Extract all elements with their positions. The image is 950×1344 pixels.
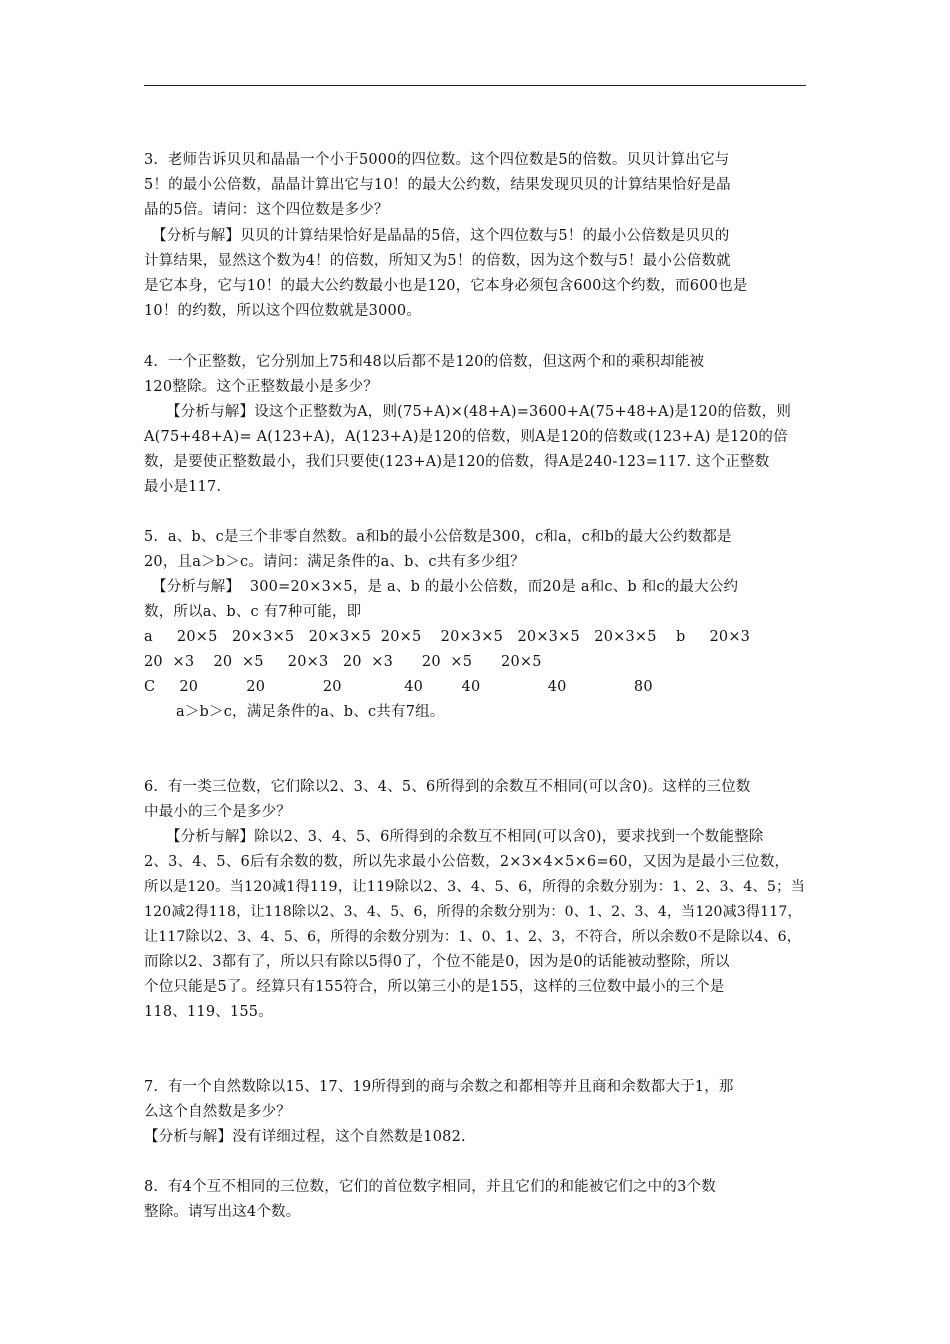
solution-6-line-5: 让117除以2、3、4、5、6，所得的余数分别为：1、0、1、2、3，不符合，所以余数0不是除以4、6， (144, 929, 801, 945)
problem-3-line-1: 3. 老师告诉贝贝和晶晶一个小于5000的四位数。这个四位数是5的倍数。贝贝计算出它与 (144, 152, 730, 168)
problem-5-line-1: 5. a、b、c是三个非零自然数。a和b的最小公倍数是300，c和a，c和b的最大公约数都是 (144, 529, 732, 545)
solution-6-line-8: 118、119、155。 (144, 1004, 273, 1020)
problem-6-line-2: 中最小的三个是多少？ (144, 804, 291, 820)
header-rule (144, 85, 806, 86)
solution-7-line-1: 【分析与解】没有详细过程，这个自然数是1082. (144, 1129, 466, 1145)
solution-4-line-1: 【分析与解】设这个正整数为A，则(75+A)×(48+A)=3600+A(75+48+A)是120的倍数，则 (166, 404, 792, 420)
solution-3-line-2: 计算结果，显然这个数为4！的倍数，所知又为5！的倍数，因为这个数与5！最小公倍数就 (144, 253, 731, 269)
problem-6-line-1: 6. 有一类三位数，它们除以2、3、4、5、6所得到的余数互不相同(可以含0)。这样的三位数 (144, 779, 751, 795)
problem-4-line-1: 4. 一个正整数，它分别加上75和48以后都不是120的倍数，但这两个和的乘积却能被 (144, 354, 705, 370)
solution-6-line-6: 而除以2、3都有了，所以只有除以5得0了，个位不能是0，因为是0的话能被动整除，所以 (144, 954, 730, 970)
problem-3-line-3: 晶的5倍。请问：这个四位数是多少？ (144, 202, 389, 218)
problem-4-line-2: 120整除。这个正整数最小是多少？ (144, 379, 379, 395)
problem-8-line-2: 整除。请写出这4个数。 (144, 1204, 301, 1220)
problem-5-line-2: 20，且a＞b＞c。请问：满足条件的a、b、c共有多少组？ (144, 554, 525, 570)
solution-3-line-4: 10！的约数，所以这个四位数就是3000。 (144, 303, 422, 319)
solution-5-conclusion: a＞b＞c，满足条件的a、b、c共有7组。 (176, 704, 445, 720)
solution-6-line-3: 所以是120。当120减1得119，让119除以2、3、4、5、6，所得的余数分别为：1、2、3、4、5；当 (144, 879, 806, 895)
solution-5-table-row-a: a 20×5 20×3×5 20×3×5 20×5 20×3×5 20×3×5 20×3×5 b 20×3 (144, 629, 751, 645)
solution-3-line-1: 【分析与解】贝贝的计算结果恰好是晶晶的5倍，这个四位数与5！的最小公倍数是贝贝的 (152, 228, 730, 244)
solution-6-line-2: 2、3、4、5、6后有余数的数，所以先求最小公倍数，2×3×4×5×6=60，又因为是最小三位数， (144, 854, 790, 870)
solution-5-table-row-c: C 20 20 20 40 40 40 80 (144, 679, 653, 695)
solution-4-line-3: 数，是要使正整数最小，我们只要使(123+A)是120的倍数，得A是240-123=117. 这个正整数 (144, 454, 770, 470)
problem-7-line-1: 7. 有一个自然数除以15、17、19所得到的商与余数之和都相等并且商和余数都大于1，那 (144, 1079, 734, 1095)
solution-5-line-1: 【分析与解】 300=20×3×5，是 a、b 的最小公倍数，而20是 a和c、b 和c的最大公约 (152, 579, 739, 595)
problem-8-line-1: 8. 有4个互不相同的三位数，它们的首位数字相同，并且它们的和能被它们之中的3个数 (144, 1179, 716, 1195)
problem-3-line-2: 5！的最小公倍数，晶晶计算出它与10！的最大公约数，结果发现贝贝的计算结果恰好是晶 (144, 177, 731, 193)
solution-3-line-3: 是它本身，它与10！的最大公约数最小也是120，它本身必须包含600这个约数，而600也是 (144, 278, 748, 294)
solution-6-line-7: 个位只能是5了。经算只有155符合，所以第三小的是155，这样的三位数中最小的三个是 (144, 979, 725, 995)
problem-7-line-2: 么这个自然数是多少？ (144, 1104, 291, 1120)
solution-6-line-4: 120减2得118，让118除以2、3、4、5、6，所得的余数分别为：0、1、2、3、4，当120减3得117， (144, 904, 802, 920)
solution-5-line-2: 数，所以a、b、c 有7种可能，即 (144, 604, 362, 620)
solution-6-line-1: 【分析与解】除以2、3、4、5、6所得到的余数互不相同(可以含0)，要求找到一个数能整除 (166, 829, 764, 845)
solution-4-line-4: 最小是117. (144, 479, 222, 495)
solution-5-table-row-b: 20 ×3 20 ×5 20×3 20 ×3 20 ×5 20×5 (144, 654, 542, 670)
solution-4-line-2: A(75+48+A)= A(123+A)，A(123+A)是120的倍数，则A是120的倍数或(123+A) 是120的倍 (144, 429, 788, 445)
